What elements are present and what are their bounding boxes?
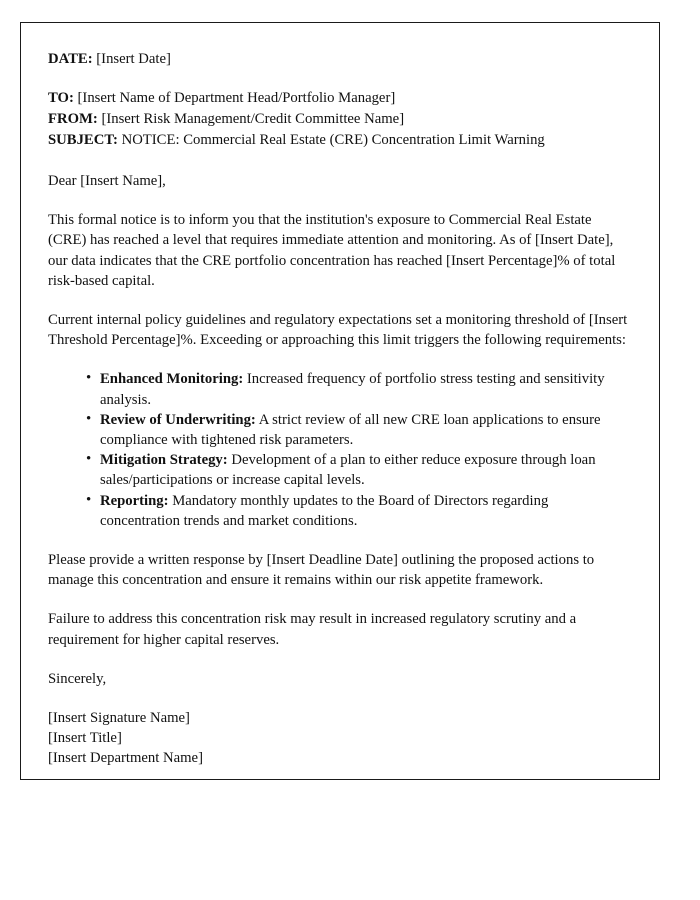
spacer-before-closing: [48, 650, 629, 669]
spacer-after-paragraph-one: [48, 291, 629, 310]
document-body: [21, 23, 659, 769]
requirement-description: Mandatory monthly updates to the Board of Directors regarding concentration trends and market conditions.: [100, 492, 549, 529]
from-line: [48, 109, 629, 130]
paragraph-four: Failure to address this concentration risk may result in increased regulatory scrutiny and a requirement for higher capital reserves.: [48, 611, 577, 648]
subject-value: NOTICE: Commercial Real Estate (CRE) Concentration Limit Warning: [121, 132, 545, 148]
requirement-term: Enhanced Monitoring:: [100, 371, 244, 388]
requirement-term: Review of Underwriting:: [100, 411, 256, 428]
spacer-after-list: [48, 531, 629, 550]
requirement-description: Development of a plan to either reduce exposure through loan sales/participations or increase capital levels.: [100, 452, 596, 489]
spacer-after-salutation: [48, 191, 629, 210]
header-spacer: [48, 70, 629, 88]
signature-department: [Insert Department Name]: [48, 750, 203, 767]
spacer-after-paragraph-three: [48, 590, 629, 609]
date-line: [48, 49, 629, 70]
list-item: [88, 491, 629, 531]
requirement-term: Mitigation Strategy:: [100, 452, 228, 469]
signature-title: [Insert Title]: [48, 730, 122, 747]
spacer-before-signature: [48, 689, 629, 708]
date-label: DATE:: [48, 51, 93, 67]
spacer-after-header: [48, 151, 629, 171]
salutation: Dear [Insert Name],: [48, 173, 166, 189]
requirements-list: [48, 369, 629, 531]
signature-block: [48, 708, 629, 769]
document-page-border: [20, 22, 660, 780]
from-label: FROM:: [48, 111, 98, 127]
to-line: [48, 88, 629, 109]
requirement-term: Reporting:: [100, 492, 169, 509]
list-item: [88, 410, 629, 450]
to-label: TO:: [48, 90, 74, 106]
date-value: [Insert Date]: [96, 51, 171, 67]
memo-header: [48, 49, 629, 151]
paragraph-one: This formal notice is to inform you that the institution's exposure to Commercial Real Estate (CRE) has reached a level that requires immediate attention and monitoring. As of [Insert Date], our data indicates that the CRE portfolio concentration has reached [Insert Percentage]% of total risk-based capital.: [48, 212, 616, 289]
subject-label: SUBJECT:: [48, 132, 118, 148]
paragraph-three: Please provide a written response by [Insert Deadline Date] outlining the proposed actions to manage this concentration and ensure it remains within our risk appetite framework.: [48, 552, 595, 589]
list-item: [88, 369, 629, 409]
signature-name: [Insert Signature Name]: [48, 710, 190, 727]
spacer-before-list: [48, 350, 629, 369]
paragraph-two: Current internal policy guidelines and regulatory expectations set a monitoring threshold of [Insert Threshold Percentage]%. Exceeding or approaching this limit triggers the following requirements:: [48, 312, 628, 349]
requirement-description: Increased frequency of portfolio stress testing and sensitivity analysis.: [100, 371, 605, 408]
from-value: [Insert Risk Management/Credit Committee Name]: [101, 111, 405, 127]
list-item: [88, 450, 629, 490]
subject-line: [48, 130, 629, 151]
requirement-description: A strict review of all new CRE loan applications to ensure compliance with tightened risk parameters.: [100, 411, 601, 449]
to-value: [Insert Name of Department Head/Portfolio Manager]: [77, 90, 396, 106]
closing-salutation: Sincerely,: [48, 670, 107, 687]
